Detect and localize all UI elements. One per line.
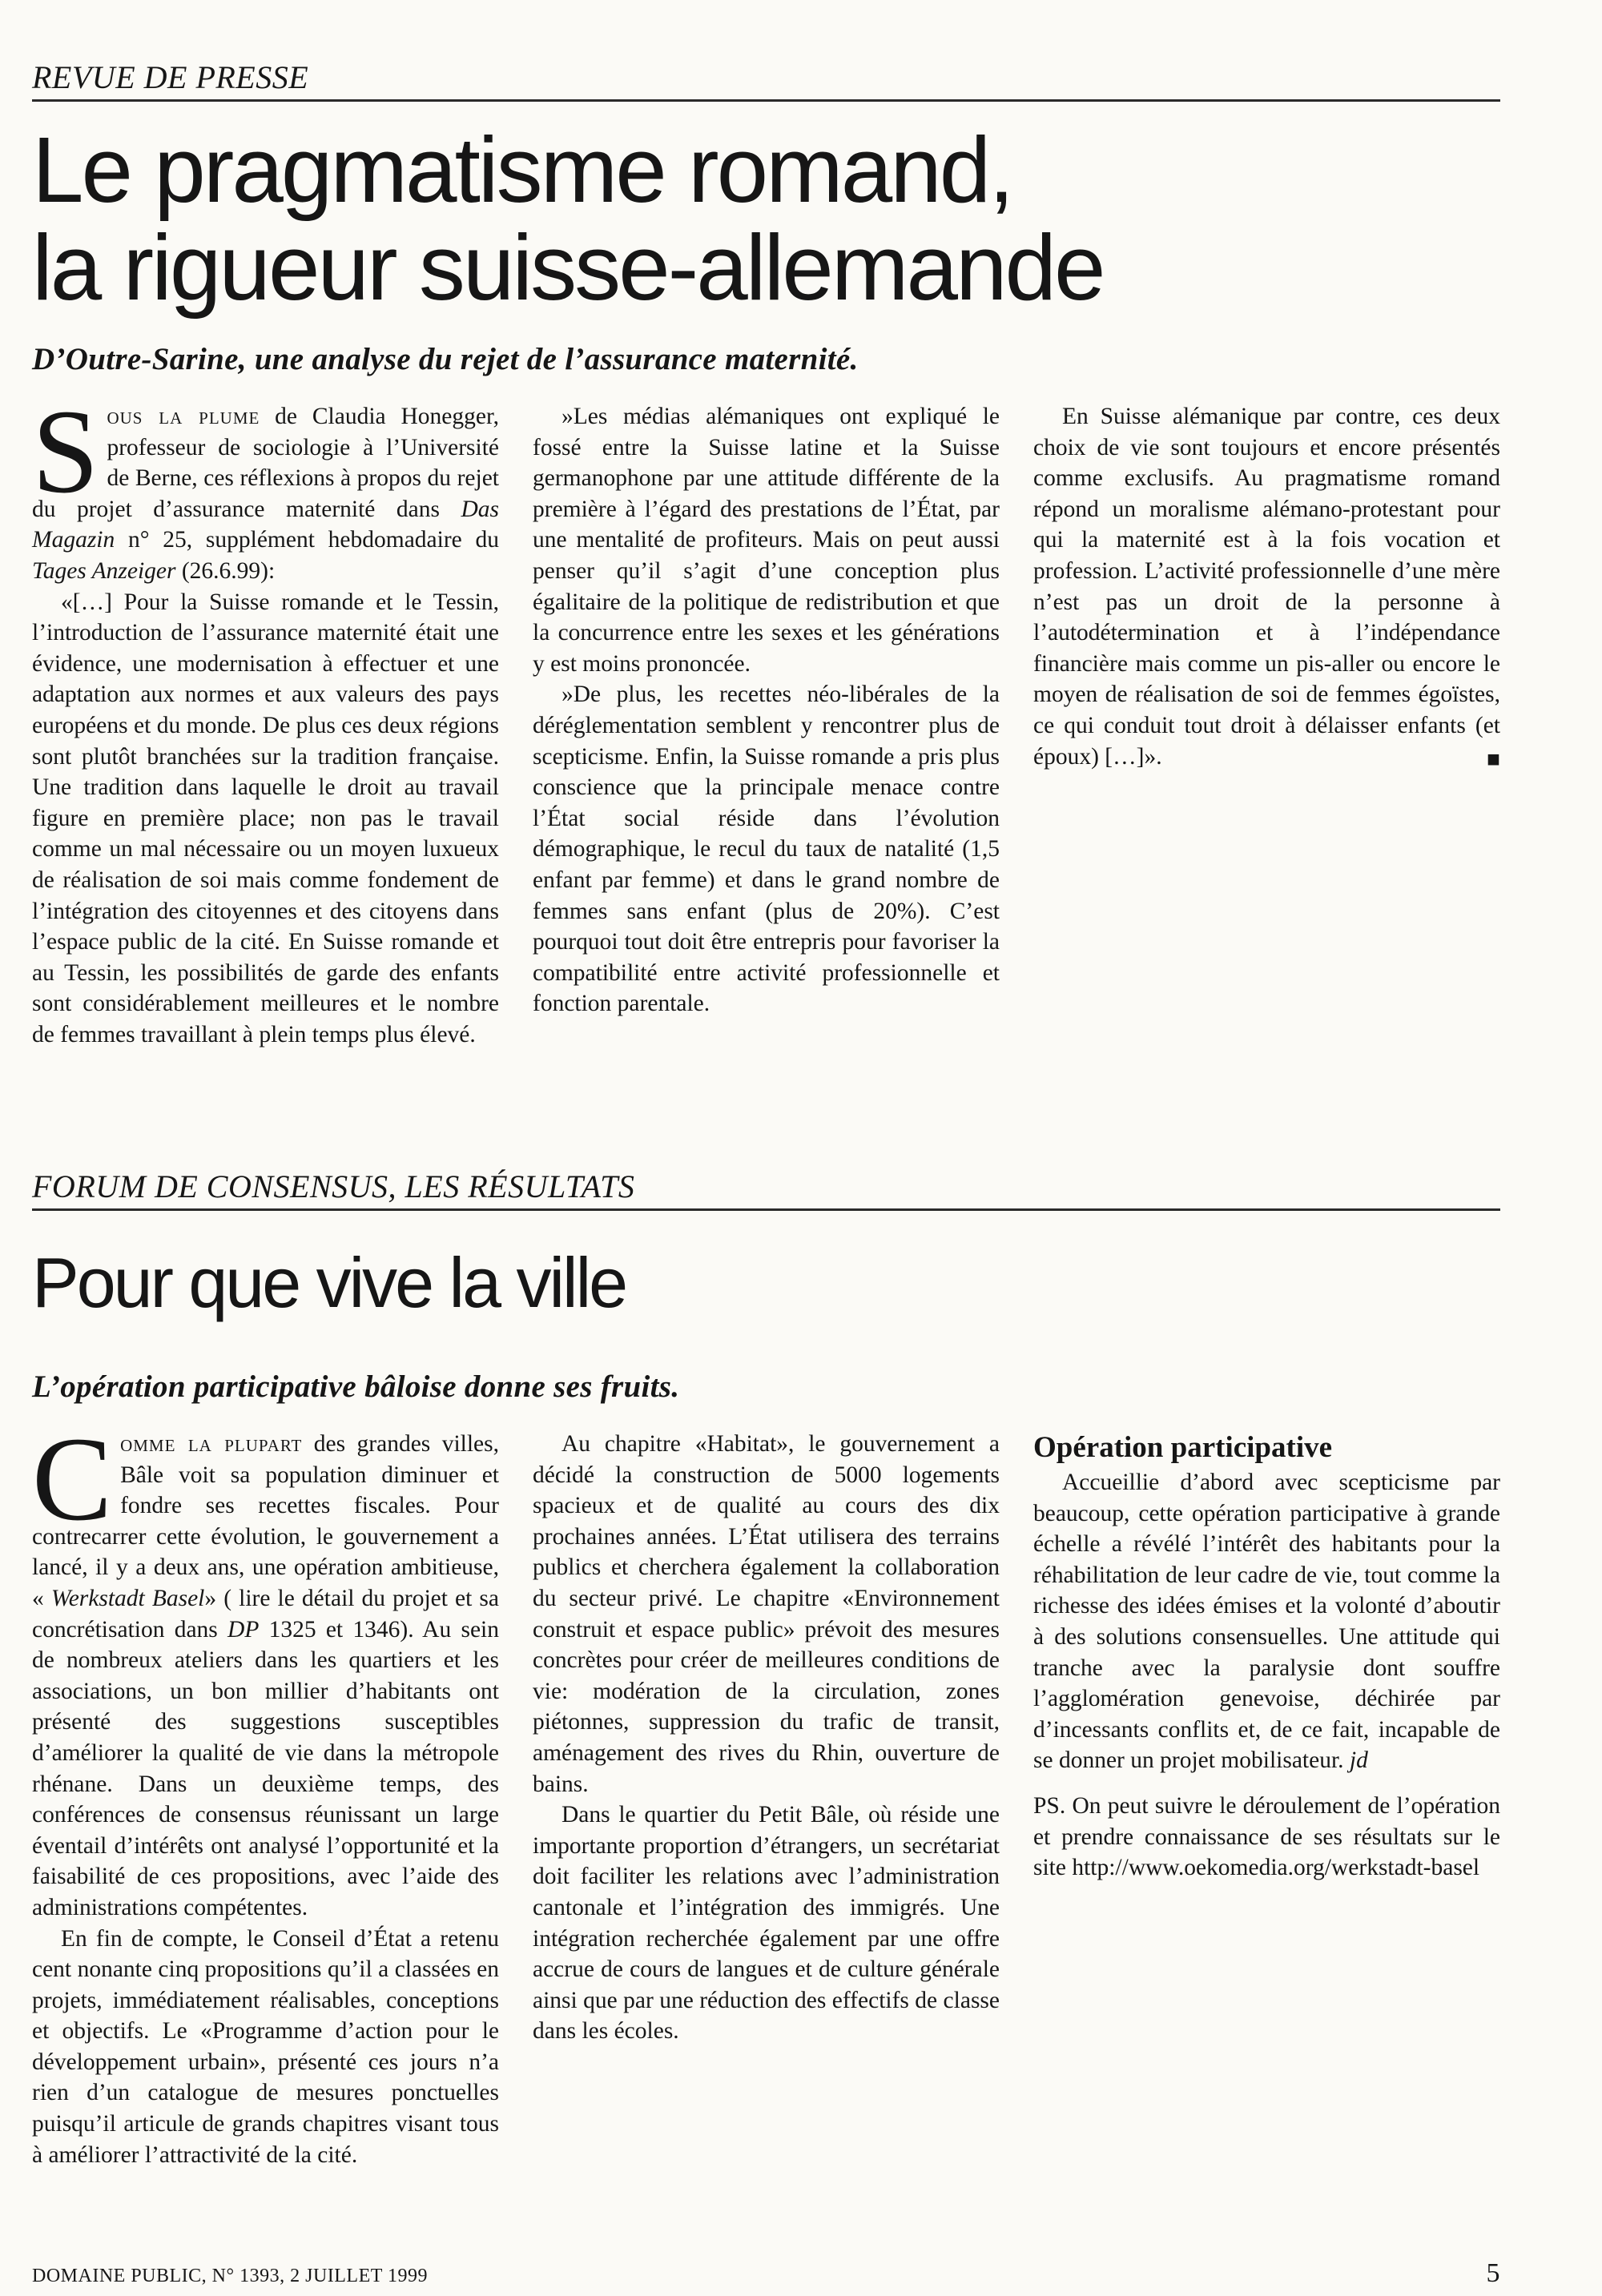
drop-cap: S bbox=[32, 385, 99, 518]
headline-line-1: Le pragmatisme romand, bbox=[32, 118, 1012, 222]
article-headline: Pour que vive la ville bbox=[32, 1243, 626, 1322]
publication-abbrev: DP bbox=[227, 1616, 260, 1643]
text-column-1 bbox=[32, 1413, 499, 2170]
paragraph: En Suisse alémanique par contre, ces deux choix de vie sont toujours et encore présentés comme exclusifs. Au pragmatisme romand répond un moralisme alémano-protestant pour qui la maternité est à la fois vocation et profession. L’activité professionnelle d’une mère n’est pas un droit de la personne à l’autodétermination et à l’indépendance financière mais comme un pis-aller ou encore le moyen de réalisation de soi de femmes égoïstes, ce qui conduit tout droit à délaisser enfants (et époux) […]». ■ bbox=[1033, 401, 1500, 772]
article-basel bbox=[32, 1165, 1500, 2170]
section-rubric: FORUM DE CONSENSUS, LES RÉSULTATS bbox=[32, 1165, 1500, 1211]
article-body bbox=[32, 1413, 1500, 2170]
subheading: Opération participative bbox=[1033, 1431, 1333, 1464]
lead-in: omme la plupart bbox=[120, 1431, 303, 1457]
publication-name: Tages Anzeiger bbox=[32, 557, 176, 584]
paragraph: Comme la plupart des grandes villes, Bâle voit sa population diminuer et fondre ses recettes fiscales. Pour contrecarrer cette évolution, le gouvernement a lancé, il y a deux ans, une opération ambitieuse, « Werkstadt Basel» ( lire le détail du projet et sa concrétisation dans DP 1325 et 1346). Au sein de nombreux ateliers dans les quartiers et les associations, un bon millier d’habitants ont présenté des suggestions susceptibles d’améliorer la qualité de vie dans la métropole rhénane. Dans un deuxième temps, des conférences de consensus réunissant un large éventail d’intérêts ont analysé l’opportunité et la faisabilité de ces propositions, avec l’aide des administrations compétentes. bbox=[32, 1413, 499, 1920]
end-mark-icon: ■ bbox=[1487, 746, 1500, 772]
text-column-2 bbox=[533, 401, 1000, 1050]
paragraph: »De plus, les recettes néo-libérales de la déréglementation semblent y rencontrer plus de scepticisme. Enfin, la Suisse romande a pris plus conscience que la principale menace contre l’État social réside dans l’évolution démographique, le recul du taux de natalité (1,5 enfant par femme) et dans le grand nombre de femmes sans enfant (plus de 20%). C’est pourquoi tout doit être entrepris pour favoriser la compatibilité entre activité professionnelle et fonction parentale. bbox=[533, 682, 1000, 1017]
drop-cap: C bbox=[32, 1413, 113, 1546]
page-footer bbox=[32, 2258, 1500, 2289]
article-headline bbox=[32, 118, 1500, 320]
paragraph: En fin de compte, le Conseil d’État a retenu cent nonante cinq propositions qu’il a classées en projets, immédiatement réalisables, conceptions et objectifs. Le «Programme d’action pour le développement urbain», présenté ces jours n’a rien d’un catalogue de mesures ponctuelles puisqu’il articule de grands chapitres visant tous à améliorer l’attractivité de la cité. bbox=[32, 1925, 499, 2168]
text-column-1 bbox=[32, 385, 499, 1050]
article-deck: L’opération participative bâloise donne ses fruits. bbox=[32, 1369, 680, 1404]
publication-name: Das Magazin bbox=[32, 496, 499, 553]
section-rubric: REVUE DE PRESSE bbox=[32, 56, 1500, 102]
publication-info: DOMAINE PUBLIC, N° 1393, 2 JUILLET 1999 bbox=[32, 2266, 428, 2286]
author-signature: jd bbox=[1349, 1747, 1368, 1774]
page-number: 5 bbox=[1486, 2258, 1500, 2288]
paragraph: »Les médias alémaniques ont expliqué le fossé entre la Suisse latine et la Suisse germanophone par une attitude différente de la première à l’égard des prestations de l’État, par une mentalité de profiteurs. Mais on peut aussi penser qu’il s’agit d’une conception plus égalitaire de la politique de redistribution et que la concurrence entre les sexes et les générations y est moins prononcée. bbox=[533, 404, 1000, 677]
paragraph: Sous la plume de Claudia Honegger, professeur de sociologie à l’Université de Berne, ces réflexions à propos du rejet du projet d’assurance maternité dans Das Magazin n° 25, supplément hebdomadaire du Tages Anzeiger (26.6.99): bbox=[32, 385, 499, 584]
article-body bbox=[32, 385, 1500, 1050]
article-deck: D’Outre-Sarine, une analyse du rejet de l’assurance maternité. bbox=[32, 342, 859, 376]
postscript: PS. On peut suivre le déroulement de l’opération et prendre connaissance de ses résultats sur le site http://www.oekomedia.org/werkstadt-basel bbox=[1033, 1792, 1500, 1881]
project-name: Werkstadt Basel bbox=[43, 1585, 205, 1611]
paragraph: «[…] Pour la Suisse romande et le Tessin, l’introduction de l’assurance maternité était une évidence, une modernisation à effectuer et une adaptation aux normes et aux valeurs des pays européens et du monde. De plus ces deux régions sont plutôt branchées sur la tradition française. Une tradition dans laquelle le droit au travail figure en première place; non pas le travail comme un mal nécessaire ou un moyen luxueux de réalisation de soi mais comme fondement de l’intégration des citoyennes et des citoyens dans l’espace public de la cité. En Suisse romande et au Tessin, les possibilités de garde des enfants sont considérablement meilleures et le nombre de femmes travaillant à plein temps plus élevé. bbox=[32, 589, 499, 1047]
text-column-3 bbox=[1033, 401, 1500, 1050]
paragraph: Dans le quartier du Petit Bâle, où réside une importante proportion d’étrangers, un secrétariat doit faciliter les relations avec l’administration cantonale et l’intégration des immigrés. Une intégration recherchée également par une offre accrue de cours de langues et de culture générale ainsi que par une réduction des effectifs de classe dans les écoles. bbox=[533, 1802, 1000, 2045]
headline-line-2: la rigueur suisse-allemande bbox=[32, 215, 1104, 320]
text-column-3 bbox=[1033, 1429, 1500, 2170]
article-maternity bbox=[32, 56, 1500, 1050]
text-column-2 bbox=[533, 1429, 1000, 2170]
lead-in: ous la plume bbox=[107, 404, 260, 429]
paragraph: Accueillie d’abord avec scepticisme par beaucoup, cette opération participative à grande échelle a révélé l’intérêt des habitants pour la réhabilitation de leur cadre de vie, tout comme la richesse des idées émises et la volonté d’aboutir à des solutions consensuelles. Une attitude qui tranche avec la paralysie dont souffre l’agglomération genevoise, déchirée par d’incessants conflits et, de ce fait, incapable de se donner un projet mobilisateur. jd bbox=[1033, 1470, 1500, 1774]
paragraph: Au chapitre «Habitat», le gouvernement a décidé la construction de 5000 logements spacieux et de qualité au cours des dix prochaines années. L’État utilisera des terrains publics et cherchera également la collaboration du secteur privé. Le chapitre «Environnement construit et espace public» prévoit des mesures concrètes pour créer de meilleures conditions de vie: modération de la circulation, zones piétonnes, suppression du trafic de transit, aménagement des rives du Rhin, ouverture de bains. bbox=[533, 1431, 1000, 1797]
